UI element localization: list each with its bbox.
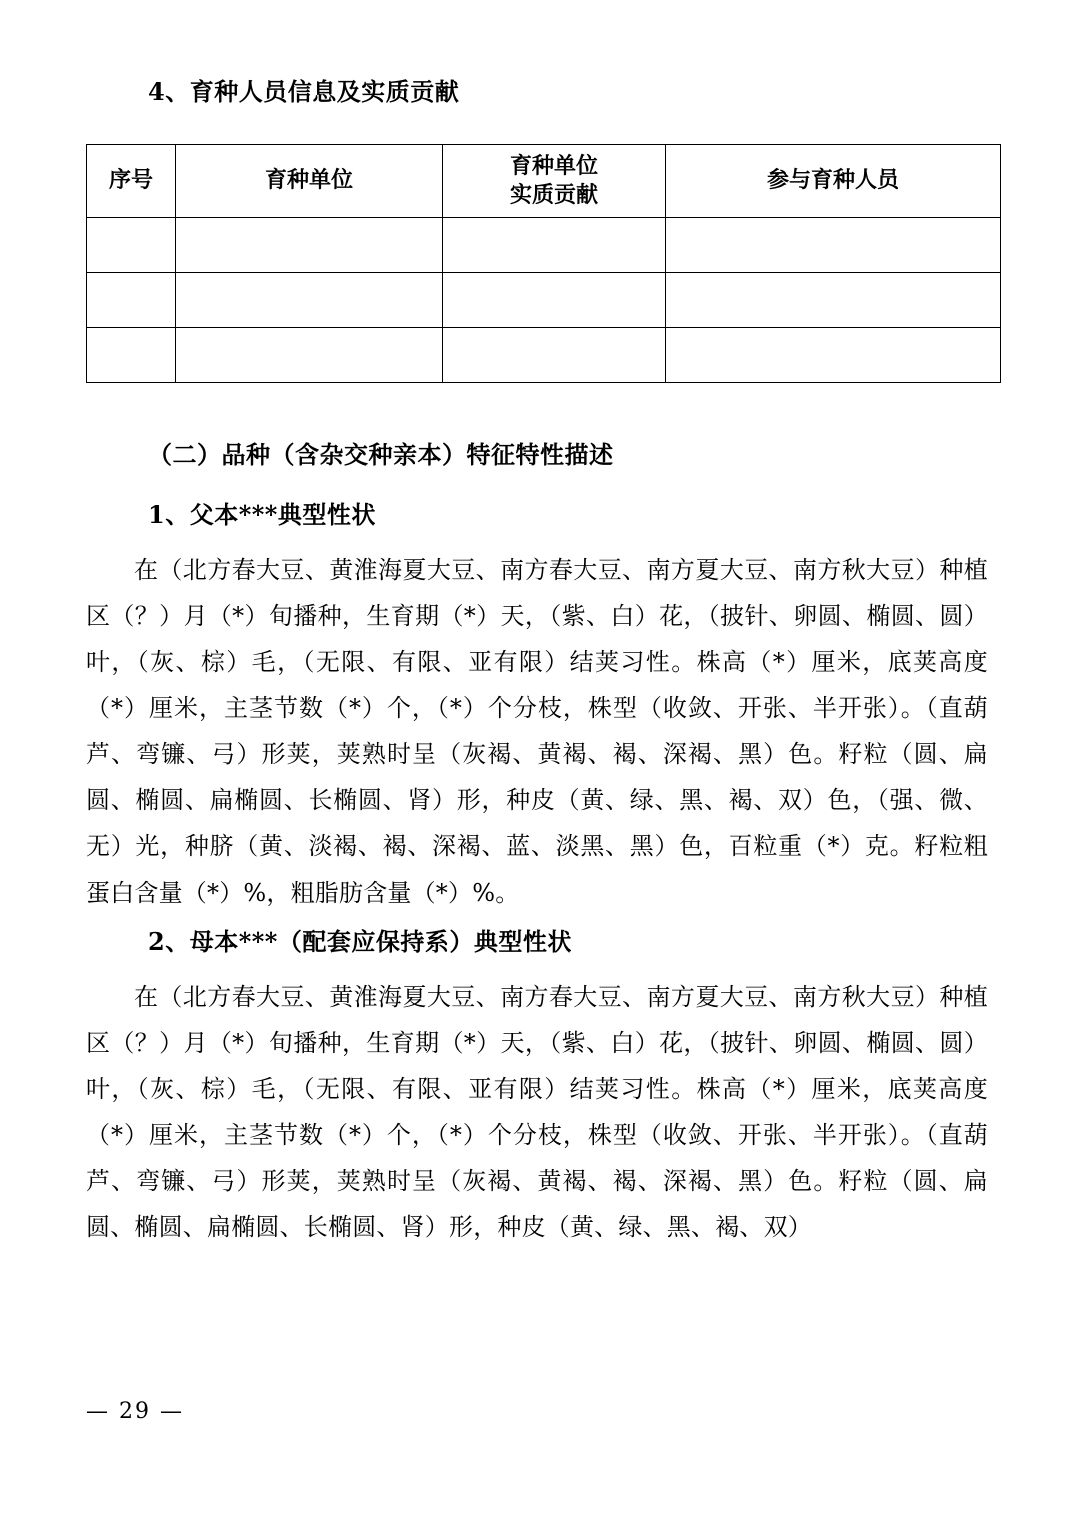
- table-header-cell-persons: 参与育种人员: [666, 145, 1001, 218]
- table-cell-index: [87, 328, 176, 383]
- table-header-cell-index: 序号: [87, 145, 176, 218]
- item-1-body: 在（北方春大豆、黄淮海夏大豆、南方春大豆、南方夏大豆、南方秋大豆）种植区（？）月（*）旬播种，生育期（*）天，（紫、白）花，（披针、卵圆、椭圆、圆）叶，（灰、棕）毛，（无限、有限、亚有限）结荚习性。株高（*）厘米，底荚高度（*）厘米，主茎节数（*）个，（*）个分枝，株型（收敛、开张、半开张）。（直葫芦、弯镰、弓）形荚，荚熟时呈（灰褐、黄褐、褐、深褐、黑）色。籽粒（圆、扁圆、椭圆、扁椭圆、长椭圆、肾）形，种皮（黄、绿、黑、褐、双）色，（强、微、无）光，种脐（黄、淡褐、褐、深褐、蓝、淡黑、黑）色，百粒重（*）克。籽粒粗蛋白含量（*）%，粗脂肪含量（*）%。: [86, 556, 988, 907]
- table-header-contribution-line1: 育种单位: [509, 152, 598, 179]
- item-2-title: 2、母本***（配套应保持系）典型性状: [148, 926, 572, 956]
- table-cell-contribution: [443, 328, 666, 383]
- table-cell-index: [87, 273, 176, 328]
- table-cell-contribution: [443, 218, 666, 273]
- section-4-title: 4、育种人员信息及实质贡献: [148, 77, 460, 106]
- table-header-row: [87, 145, 1001, 218]
- table-row: [87, 328, 1001, 383]
- item-2-body: 在（北方春大豆、黄淮海夏大豆、南方春大豆、南方夏大豆、南方秋大豆）种植区（？）月（*）旬播种，生育期（*）天，（紫、白）花，（披针、卵圆、椭圆、圆）叶，（灰、棕）毛，（无限、有限、亚有限）结荚习性。株高（*）厘米，底荚高度（*）厘米，主茎节数（*）个，（*）个分枝，株型（收敛、开张、半开张）。（直葫芦、弯镰、弓）形荚，荚熟时呈（灰褐、黄褐、褐、深褐、黑）色。籽粒（圆、扁圆、椭圆、扁椭圆、长椭圆、肾）形，种皮（黄、绿、黑、褐、双）: [86, 982, 988, 1242]
- table-cell-persons: [666, 328, 1001, 383]
- spacer: [86, 916, 988, 924]
- breeder-info-table: [86, 144, 1001, 383]
- table-cell-index: [87, 218, 176, 273]
- table-header-cell-unit: 育种单位: [176, 145, 443, 218]
- table-cell-unit: [176, 328, 443, 383]
- spacer: [86, 383, 988, 437]
- spacer: [86, 960, 988, 974]
- table-cell-contribution: [443, 273, 666, 328]
- item-1-title: 1、父本***典型性状: [148, 500, 376, 529]
- table-cell-unit: [176, 218, 443, 273]
- table-row: [87, 273, 1001, 328]
- table-cell-persons: [666, 273, 1001, 328]
- section-2-title: （二）品种（含杂交种亲本）特征特性描述: [148, 440, 614, 469]
- table-row: [87, 218, 1001, 273]
- table-cell-unit: [176, 273, 443, 328]
- spacer: [86, 533, 988, 547]
- table-cell-persons: [666, 218, 1001, 273]
- spacer: [86, 473, 988, 497]
- table-header-cell-contribution: [443, 145, 666, 218]
- page-number: — 29 —: [86, 1399, 184, 1424]
- table-header-contribution-line2: 实质贡献: [509, 182, 598, 208]
